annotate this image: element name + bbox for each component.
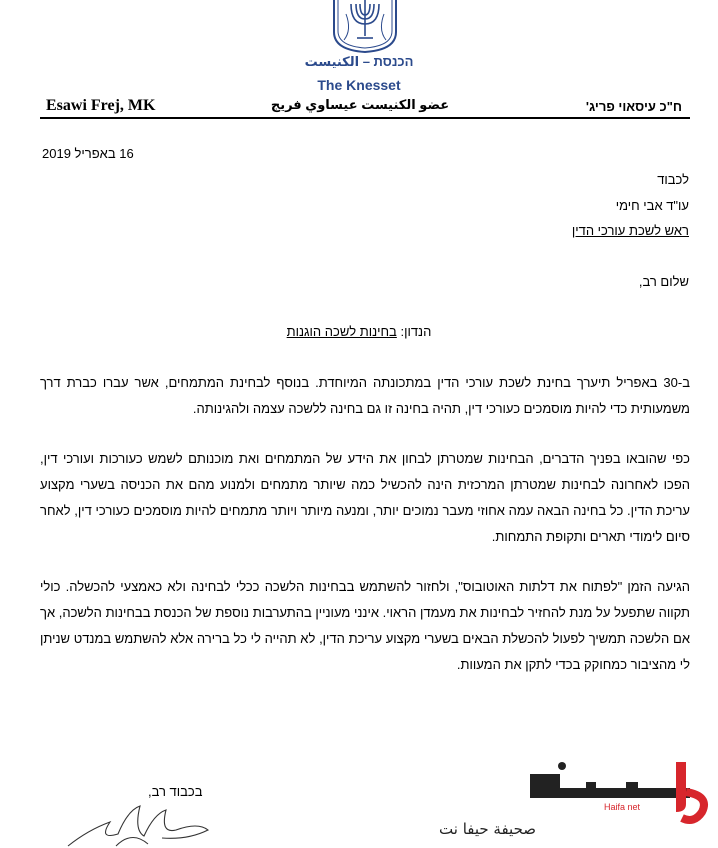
- body-paragraph-2: כפי שהובאו בפניך הדברים, הבחינות שמטרתן לבחון את הידע של המתמחים ואת מוכנותם לשמש כעורכות ועורכי דין, הפכו לאחרונה לבחינות שמטרתן המרכזית הינה להכשיל כמה שיותר מתמחים ולמנוע מהם את הכניסה בשערי מקצוע עריכת הדין. כל בחינה הבאה עמה אחוזי מעבר נמוכים יותר, ומנעה מיותר ויותר מתמחים להיות מוסמכים כעורכי דין, לאחר סיום לימודי תארים ותקופת התמחות.: [40, 451, 690, 544]
- knesset-emblem-icon: [332, 0, 398, 52]
- recipient-title: ראש לשכת עורכי הדין: [571, 223, 689, 238]
- signoff: בכבוד רב,: [148, 784, 203, 799]
- subject-text: בחינות לשכה הוגנות: [286, 324, 397, 339]
- body-paragraph-3: הגיעה הזמן "לפתוח את דלתות האוטובוס", ולחזור להשתמש בבחינות הלשכה ככלי לבחינה ולא כאמצעי להכשלה. כולי תקווה שתפעל על מנת להחזיר לבחינות את מעמדן הראוי. אינני מעוניין בהתערבות נוספת של הכנסת בבחינות הלשכה, אך אם הלשכה תמשיך לפעול להכשלת הבאים בשערי מקצוע עריכת הדין, לא תהייה לי כל ברירה אלא להשתמש במנדט שניתן לי מהציבור כמחוקק בכדי לתקן את המעוות.: [40, 579, 690, 672]
- subject-line: [0, 324, 718, 339]
- letterhead-name-he: ח"כ עיסאוי פריג': [585, 99, 682, 114]
- letterhead-name-ar: عضو الكنيست عيساوي فريج: [270, 97, 450, 112]
- logo-small-text: Haifa net: [604, 802, 641, 812]
- subject-label: הנדון:: [400, 324, 432, 339]
- letterhead-divider: [40, 117, 690, 119]
- greeting: שלום רב,: [638, 274, 689, 289]
- handwritten-signature: [58, 800, 218, 848]
- recipient-name: עו"ד אבי חימי: [615, 198, 689, 213]
- body-paragraph-1: ב-30 באפריל תיערך בחינת לשכת עורכי הדין במתכונתה המיוחדת. בנוסף לבחינת המתמחים, אשר עברו כברת דרך משמעותית כדי להיות מוסמכים כעורכי דין, תהיה בחינה זו גם בחינה ללשכה עצמה ולהגינותה.: [40, 375, 690, 416]
- letterhead-name-en: Esawi Frej, MK: [46, 97, 156, 114]
- letterhead-institution-he-ar: הכנסת – الكنيست: [304, 54, 414, 69]
- haifa-net-logo: [439, 752, 710, 842]
- recipient-salutation: לכבוד: [657, 172, 689, 187]
- letter-date: 16 באפריל 2019: [42, 146, 134, 161]
- logo-tagline: صحيفة حيفا نت: [439, 820, 536, 838]
- letterhead-institution-en: The Knesset: [317, 77, 401, 93]
